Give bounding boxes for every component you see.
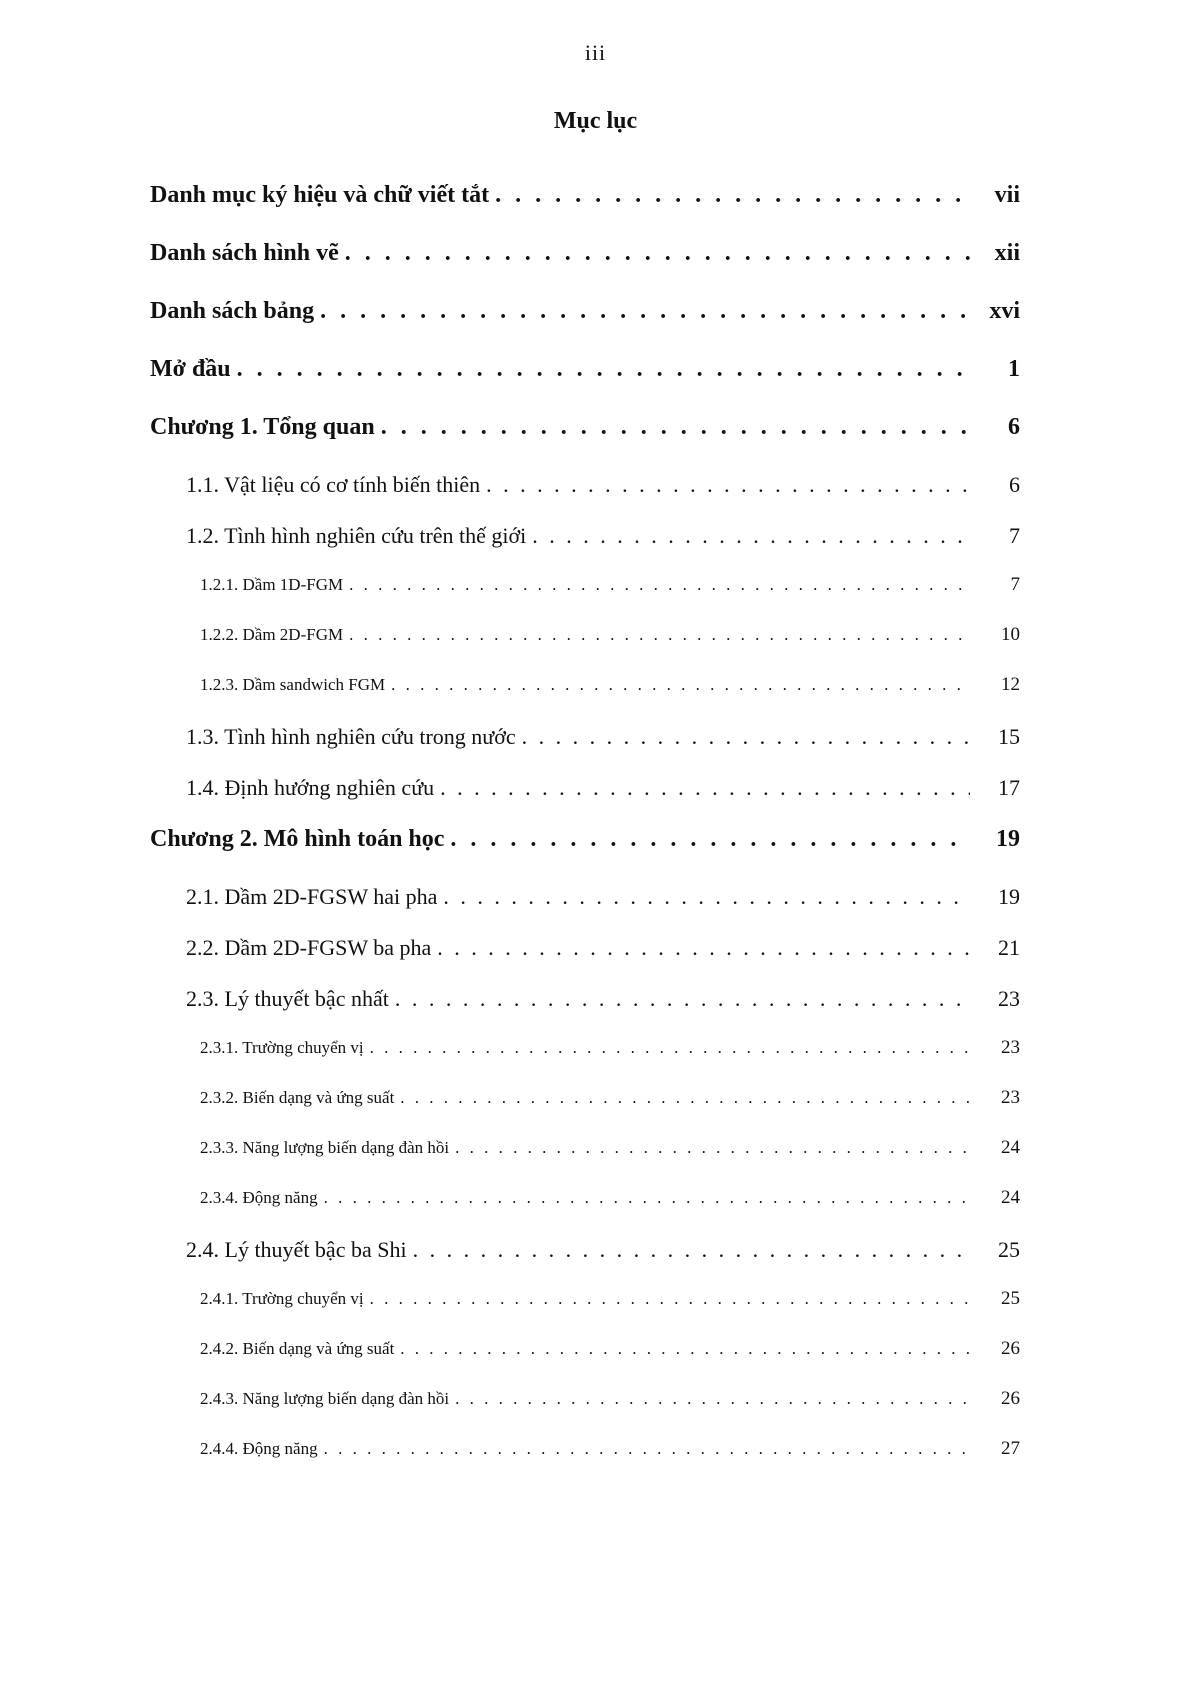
toc-entry-page: 10 [1001,624,1020,645]
dot-leader [391,675,970,695]
dot-leader [400,1088,970,1108]
toc-entry-label: 2.3.1. Trường chuyển vị [200,1038,364,1057]
dot-leader [400,1339,970,1359]
toc-entry-label: 2.3.4. Động năng [200,1188,318,1207]
dot-leader [324,1439,970,1459]
toc-entry-label: Chương 1. Tổng quan [150,414,375,440]
toc-entry[interactable] [150,1237,1020,1288]
dot-leader [455,1389,970,1409]
dot-leader [486,472,970,498]
toc-entry-label: 2.4. Lý thuyết bậc ba Shi [186,1237,407,1262]
toc-entry-page: 23 [998,986,1020,1011]
dot-leader [395,986,970,1012]
dot-leader [381,414,970,441]
toc-entry[interactable] [150,1137,1020,1187]
page-number: iii [584,40,607,65]
dot-leader [370,1038,970,1058]
dot-leader [370,1289,970,1309]
toc-entry-page: 12 [1001,674,1020,695]
toc-entry[interactable] [150,1388,1020,1438]
toc-entry-page: 1 [1008,356,1020,382]
toc-entry-label: Chương 2. Mô hình toán học [150,826,445,852]
toc-entry-label: 2.3.3. Năng lượng biến dạng đàn hồi [200,1138,450,1157]
toc-entry[interactable] [150,1288,1020,1338]
dot-leader [349,625,970,645]
toc-entry-page: 15 [998,724,1020,749]
toc-entry-page: 23 [1001,1087,1020,1108]
dot-leader [349,575,970,595]
toc-entry[interactable] [150,674,1020,724]
dot-leader [532,523,970,549]
toc-entry-page: 17 [998,775,1020,800]
toc-entry-page: 24 [1001,1187,1020,1208]
toc-entry[interactable] [150,523,1020,574]
toc-entry-page: 26 [1001,1338,1020,1359]
toc-entry-page: 25 [1001,1288,1020,1309]
toc-entry-page: 7 [1010,574,1020,595]
toc-entry[interactable] [150,1087,1020,1137]
toc-entry-label: 2.4.2. Biến dạng và ứng suất [200,1339,395,1358]
dot-leader [237,356,970,383]
toc-entry-page: 7 [1009,523,1020,548]
toc-entry-page: vii [994,182,1020,208]
toc-entry[interactable] [150,240,1020,298]
toc-entry[interactable] [150,298,1020,356]
toc-entry-page: 6 [1009,472,1020,497]
toc-entry-page: 24 [1001,1137,1020,1158]
dot-leader [450,826,970,853]
toc-entry-label: 2.2. Dầm 2D-FGSW ba pha [186,935,432,960]
toc-entry[interactable] [150,884,1020,935]
toc-entry-label: 2.1. Dầm 2D-FGSW hai pha [186,884,438,909]
dot-leader [495,182,970,209]
toc-entry[interactable] [150,624,1020,674]
toc-entry-page: 27 [1001,1438,1020,1459]
toc-entry-label: Danh sách hình vẽ [150,240,339,266]
toc-entry-page: 25 [998,1237,1020,1262]
toc-entry[interactable] [150,356,1020,414]
toc-entry-label: 2.3. Lý thuyết bậc nhất [186,986,389,1011]
toc-entry[interactable] [150,1187,1020,1237]
toc-entry-page: 6 [1008,414,1020,440]
toc-entry[interactable] [150,935,1020,986]
toc-entry-label: 1.4. Định hướng nghiên cứu [186,775,435,800]
dot-leader [320,298,970,325]
toc-entry[interactable] [150,724,1020,775]
toc-entry-page: 19 [996,826,1020,852]
toc-entry-label: 1.2.3. Dầm sandwich FGM [200,675,386,694]
toc-entry-page: 19 [998,884,1020,909]
toc-entry-label: 2.4.1. Trường chuyển vị [200,1289,364,1308]
toc-entry-page: 26 [1001,1388,1020,1409]
toc-entry-page: 21 [998,935,1020,960]
dot-leader [324,1188,970,1208]
dot-leader [522,724,970,750]
toc-entry[interactable] [150,574,1020,624]
toc-entry-label: 1.2. Tình hình nghiên cứu trên thế giới [186,523,527,548]
toc-entry[interactable] [150,826,1020,884]
toc-entry-label: 1.2.2. Dầm 2D-FGM [200,625,344,644]
toc-entry-label: Danh sách bảng [150,298,315,324]
toc-entry[interactable] [150,182,1020,240]
toc-entry[interactable] [150,1338,1020,1388]
toc-entry-label: 1.3. Tình hình nghiên cứu trong nước [186,724,516,749]
dot-leader [437,935,970,961]
toc-entry[interactable] [150,775,1020,826]
toc-entry[interactable] [150,1438,1020,1488]
toc-entry-page: xii [994,240,1020,266]
toc-entry-page: xvi [989,298,1020,324]
dot-leader [443,884,970,910]
toc-entry-label: 1.2.1. Dầm 1D-FGM [200,575,344,594]
toc-entry[interactable] [150,1037,1020,1087]
toc-entry[interactable] [150,472,1020,523]
dot-leader [455,1138,970,1158]
toc-entry-label: Mở đầu [150,356,231,382]
dot-leader [345,240,970,267]
toc-entry[interactable] [150,986,1020,1037]
dot-leader [440,775,970,801]
dot-leader [413,1237,970,1263]
toc-title: Mục lục [553,108,638,134]
toc-entry-label: 2.4.4. Động năng [200,1439,318,1458]
toc-entry[interactable] [150,414,1020,472]
toc-entry-label: 2.3.2. Biến dạng và ứng suất [200,1088,395,1107]
toc-entry-label: 2.4.3. Năng lượng biến dạng đàn hồi [200,1389,450,1408]
table-of-contents [150,182,1020,1488]
toc-entry-page: 23 [1001,1037,1020,1058]
toc-entry-label: 1.1. Vật liệu có cơ tính biến thiên [186,472,481,497]
toc-entry-label: Danh mục ký hiệu và chữ viết tắt [150,182,490,208]
